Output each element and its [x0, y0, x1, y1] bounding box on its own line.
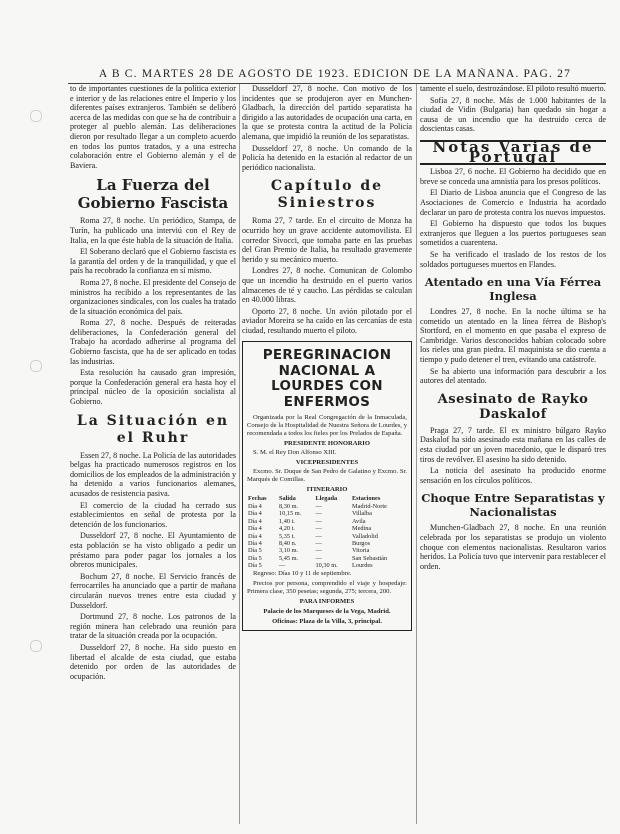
col1-paragraph: El Soberano declaró que el Gobierno fascista es la garantía del orden y de la tranquilidad, y que el país ha recobrado la confianza en sí mismo.: [70, 247, 236, 276]
ad-precios: Precios por persona, comprendido el viaje y hospedaje: Primera clase, 350 pesetas; segunda, 275; tercera, 200.: [247, 579, 407, 595]
col3-paragraph: Londres 27, 8 noche. En la noche última se ha cometido un atentado en la línea férrea de Bishop's Stortford, en el momento en que pasaba el expreso de Cambridge. Varios desconocidos habían colocado sobre los rieles una gran piedra. El maquinista se dio cuenta a tiempo y pudo detener el tren, evitando una catástrofe.: [420, 307, 606, 365]
itinerary-cell: Villalba: [351, 510, 372, 518]
col2-paragraph: Dusseldorf 27, 8 noche. Un comando de la Policía ha detenido en la estación al redactor de un periódico nacionalista.: [242, 143, 412, 172]
itinerary-cell: Día 5: [248, 547, 262, 555]
itinerary-row: [247, 540, 407, 547]
itinerary-cell: Vitoria: [351, 547, 370, 555]
ad-footer-line: Oficinas: Plaza de la Villa, 3, principal.: [272, 617, 382, 625]
itinerary-cell: San Sebastián: [351, 554, 388, 562]
itinerary-header-cell: Llegada: [315, 495, 338, 503]
col2-paragraph: Roma 27, 7 tarde. En el circuito de Monza ha ocurrido hoy un grave accidente automovilista. El corredor Sivocci, que tomaba parte en las pruebas del Gran Premio de Italia, ha resultado gravemente herido y su mecánico muerto.: [242, 216, 412, 264]
itinerary-cell: Día 4: [248, 532, 262, 540]
column-divider: [416, 84, 417, 824]
itinerary-row: [247, 518, 407, 525]
page-header: A B C. MARTES 28 DE AGOSTO DE 1923. EDICION DE LA MAÑANA. PAG. 27: [98, 68, 572, 80]
itinerary-cell: Medina: [351, 525, 372, 533]
column-3: [420, 84, 606, 824]
itinerary-cell: Día 5: [248, 562, 262, 570]
itinerary-cell: —: [315, 532, 322, 540]
itinerary-cell: Día 5: [248, 554, 262, 562]
col2-intro: Dusseldorf 27, 8 noche. Con motivo de los incidentes que se produjeron ayer en Munchen-Gladbach, la dirección del partido separatista ha dirigido a las autoridades de ocupación una carta, en la que se protesta contra la actitud de la Policía alemana, que impidió la reunión de los separatistas.: [242, 84, 412, 141]
watermark-mark: [30, 360, 42, 372]
itinerary-header-cell: Fechas: [248, 495, 267, 503]
col3-paragraph: Se ha abierto una información para descubrir a los autores del atentado.: [420, 366, 606, 386]
itinerary-cell: 10,15 m.: [278, 510, 302, 518]
col2-paragraph: Londres 27, 8 noche. Comunican de Colombo que un incendio ha destruido en el puerto varios almacenes de té y caucho. Las pérdidas se calculan en 40.000 libras.: [242, 266, 412, 305]
col1-paragraph: Esta resolución ha causado gran impresión, porque la Confederación general era hasta hoy el principal núcleo de la oposición socialista al Gobierno.: [70, 368, 236, 407]
itinerary-cell: Día 4: [248, 539, 262, 547]
col3-paragraph: Praga 27, 7 tarde. El ex ministro búlgaro Rayko Daskalof ha sido asesinado esta mañana en las calles de esta ciudad por un joven macedonio, que le disparó tres tiros de revólver. El asesino ha sido detenido.: [420, 425, 606, 464]
itinerary-cell: 3,10 m.: [278, 547, 299, 555]
itinerary-row: [247, 525, 407, 532]
ad-section-heading: VICEPRESIDENTES: [295, 459, 359, 467]
col3-paragraph: El Diario de Lisboa anuncia que el Congreso de las Asociaciones de Comercio e Industria ha acordado declarar un paro de protesta contra los nuevos impuestos.: [420, 188, 606, 217]
itinerary-cell: 10,30 m.: [315, 562, 338, 570]
itinerary-body: [247, 503, 407, 570]
column-divider: [239, 84, 240, 824]
itinerary-cell: —: [315, 547, 322, 555]
itinerary-table: [247, 495, 407, 569]
ad-footer-title: PARA INFORMES: [299, 597, 355, 605]
ad-section-heading: PRESIDENTE HONORARIO: [284, 440, 370, 448]
col1-paragraph: Roma 27, 8 noche. Después de reiteradas deliberaciones, la Confederación general del Trabajo ha acordado adherirse al programa del Gobierno fascista, que ha de ser aplicado en todas las industrias.: [70, 318, 236, 366]
column-2: [242, 84, 412, 824]
itinerary-cell: 5,35 t.: [278, 532, 295, 540]
itinerary-cell: —: [315, 554, 322, 562]
col1-paragraph: Roma 27, 8 noche. El presidente del Consejo de ministros ha recibido a los representantes de las organizaciones sindicales, con los cuales ha tratado de la situación económica del país.: [70, 277, 236, 316]
itinerary-header-cell: Estaciones: [351, 495, 381, 503]
itinerary-cell: 5,45 m.: [278, 554, 299, 562]
itinerary-cell: 8,40 n.: [278, 539, 297, 547]
ad-footer-line: Palacio de los Marqueses de la Vega, Madrid.: [263, 607, 391, 615]
itinerary-cell: Día 4: [248, 502, 262, 510]
itinerary-row: [247, 503, 407, 510]
watermark-mark: [30, 110, 42, 122]
col1-paragraph: Dusseldorf 27, 8 noche. El Ayuntamiento de esta población se ha visto obligado a pedir un préstamo para poder pagar los jornales a los obreros municipales.: [70, 531, 236, 570]
col1-paragraph: Dortmund 27, 8 noche. Los patronos de la región minera han celebrado una reunión para tratar de la situación creada por la ocupación.: [70, 612, 236, 641]
col1-paragraph: Bochum 27, 8 noche. El Servicio francés de ferrocarriles ha anunciado que a partir de mañana circularán nuevos trenes entre esta ciudad y Dusseldorf.: [70, 571, 236, 610]
itinerary-cell: Madrid-Norte: [351, 502, 387, 510]
ad-section-heading: ITINERARIO: [306, 486, 348, 494]
headline-capitulo-siniestros: Capítulo de Siniestros: [270, 178, 384, 212]
col1-paragraph: El comercio de la ciudad ha cerrado sus establecimientos en señal de protesta por la detención de los funcionarios.: [70, 500, 236, 529]
col2-paragraph: Oporto 27, 8 noche. Un avión pilotado por el aviador Moreira se ha caído en las cercanías de esta ciudad, resultando muerto el piloto.: [242, 306, 412, 335]
itinerary-cell: Burgos: [351, 539, 371, 547]
itinerary-cell: Valladolid: [351, 532, 378, 540]
watermark-mark: [30, 640, 42, 652]
headline-asesinato-daskalof: Asesinato de Rayko Daskalof: [437, 391, 589, 422]
itinerary-cell: —: [315, 502, 322, 510]
itinerary-cell: Avila: [351, 517, 366, 525]
itinerary-cell: Lourdes: [351, 562, 373, 570]
itinerary-header-row: [247, 495, 407, 502]
itinerary-row: [247, 510, 407, 517]
itinerary-cell: 1,40 t.: [278, 517, 295, 525]
col3-paragraph: Lisboa 27, 6 noche. El Gobierno ha decidido que en breve se conceda una amnistía para los presos políticos.: [420, 167, 606, 186]
headline-fuerza-gobierno-fascista: La Fuerza del Gobierno Fascista: [77, 176, 229, 213]
itinerary-cell: —: [315, 517, 322, 525]
col1-intro: to de importantes cuestiones de la política exterior e interior y de las relaciones entre el Imperio y los diferentes países extranjeros. También se deliberó acerca de las medidas con que se ha de contribuir a proteger al pueblo alemán. Las deliberaciones dieron por resultado llegar a un completo acuerdo en todos los puntos tratados, y a una estrecha colaboración entre el Gobierno alemán y el de Baviera.: [70, 84, 236, 170]
col3-intro: tamente el suelo, destrozándose. El piloto resultó muerto.: [420, 84, 606, 93]
ad-title: PEREGRINACION NACIONAL A LOURDES CON ENFERMOS: [262, 347, 392, 410]
lourdes-advertisement: [242, 341, 412, 630]
itinerary-cell: —: [315, 539, 322, 547]
itinerary-row: [247, 533, 407, 540]
ad-intro: Organizada por la Real Congregación de la Inmaculada, Consejo de la Hospitalidad de Nuestra Señora de Lourdes, y recomendada a todos los fieles por los Prelados de España.: [247, 414, 407, 438]
headline-atentado-via-ferrea: Atentado en una Vía Férrea Inglesa: [424, 275, 602, 304]
headline-notas-varias-portugal: Notas Varias de Portugal: [420, 140, 606, 165]
itinerary-header-cell: Salida: [278, 495, 296, 503]
itinerary-row: [247, 562, 407, 569]
col3-paragraph: Sofía 27, 8 noche. Más de 1.000 habitantes de la ciudad de Vidin (Bulgaria) han quedado sin hogar a causa de un incendio que ha destruido cerca de doscientas casas.: [420, 95, 606, 134]
itinerary-cell: —: [278, 562, 286, 570]
itinerary-row: [247, 547, 407, 554]
column-1: [70, 84, 236, 824]
ad-line: Excmo. Sr. Duque de San Pedro de Galatino y Excmo. Sr. Marqués de Comillas.: [247, 468, 407, 484]
headline-situacion-ruhr: La Situación en el Ruhr: [76, 412, 230, 446]
ad-line: S. M. el Rey Don Alfonso XIII.: [253, 449, 337, 457]
ad-regreso: Regreso: Días 10 y 11 de septiembre.: [253, 569, 352, 577]
itinerary-cell: Día 4: [248, 525, 262, 533]
col3-paragraph: La noticia del asesinato ha producido enorme sensación en los círculos políticos.: [420, 466, 606, 485]
itinerary-cell: Día 4: [248, 510, 262, 518]
col1-paragraph: Essen 27, 8 noche. La Policía de las autoridades belgas ha practicado numerosos registros en los domicilios de los empleados de la administración y ha detenido a varios funcionarios alemanes, acusados de resistencia pasiva.: [70, 450, 236, 498]
itinerary-cell: —: [315, 525, 322, 533]
col1-paragraph: Roma 27, 8 noche. Un periódico, Stampa, de Turín, ha publicado una interviú con el Rey de Italia, en la que éste habla de la situación de Italia.: [70, 216, 236, 245]
itinerary-cell: Día 4: [248, 517, 262, 525]
itinerary-row: [247, 555, 407, 562]
itinerary-cell: 8,30 m.: [278, 502, 299, 510]
itinerary-cell: 4,20 t.: [278, 525, 295, 533]
headline-choque-separatistas: Choque Entre Separatistas y Nacionalistas: [421, 491, 605, 520]
col3-paragraph: Munchen-Gladbach 27, 8 noche. En una reunión celebrada por los separatistas se produjo un violento choque con elementos nacionalistas. Resultaron varios heridos. La Policía tuvo que intervenir para restablecer el orden.: [420, 523, 606, 571]
col3-paragraph: Se ha verificado el traslado de los restos de los soldados portugueses muertos en Flandes.: [420, 249, 606, 269]
itinerary-cell: —: [315, 510, 322, 518]
col3-paragraph: El Gobierno ha dispuesto que todos los buques extranjeros que lleguen a los puertos portugueses sean sometidos a cuarentena.: [420, 219, 606, 248]
col1-paragraph: Dusseldorf 27, 8 noche. Ha sido puesto en libertad el alcalde de esta ciudad, que estaba detenido por orden de las autoridades de ocupación.: [70, 642, 236, 681]
